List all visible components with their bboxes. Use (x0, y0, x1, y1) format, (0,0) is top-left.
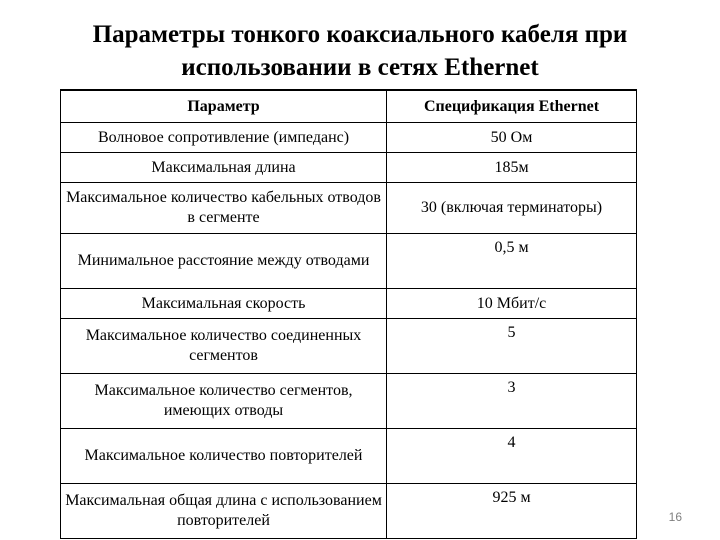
cell-parameter: Максимальное количество кабельных отводов в сегменте (61, 183, 387, 234)
cell-parameter: Максимальное количество сегментов, имеющих отводы (61, 374, 387, 429)
cell-spec: 0,5 м (387, 234, 637, 289)
table-row (61, 153, 637, 183)
table-row (61, 183, 637, 234)
table-row (61, 123, 637, 153)
cell-parameter: Волновое сопротивление (импеданс) (61, 123, 387, 153)
cell-spec: 3 (387, 374, 637, 429)
cell-spec: 4 (387, 429, 637, 484)
header-spec: Спецификация Ethernet (387, 90, 637, 123)
cell-spec: 185м (387, 153, 637, 183)
table-header-row (61, 90, 637, 123)
cell-spec: 5 (387, 319, 637, 374)
cell-parameter: Минимальное расстояние между отводами (61, 234, 387, 289)
table-row (61, 429, 637, 484)
cell-parameter: Максимальное количество повторителей (61, 429, 387, 484)
table-row (61, 484, 637, 539)
table-row (61, 289, 637, 319)
cell-spec: 10 Мбит/с (387, 289, 637, 319)
cell-parameter: Максимальная общая длина с использованием повторителей (61, 484, 387, 539)
cell-spec: 50 Ом (387, 123, 637, 153)
cell-spec: 30 (включая терминаторы) (387, 183, 637, 234)
slide-title: Параметры тонкого коаксиального кабеля при использовании в сетях Ethernet (92, 21, 628, 81)
table-row (61, 234, 637, 289)
cell-spec: 925 м (387, 484, 637, 539)
spec-table (60, 89, 637, 539)
header-parameter: Параметр (61, 90, 387, 123)
table-row (61, 319, 637, 374)
cell-parameter: Максимальная длина (61, 153, 387, 183)
table-row (61, 374, 637, 429)
page-number: 16 (668, 510, 682, 524)
cell-parameter: Максимальная скорость (61, 289, 387, 319)
cell-parameter: Максимальное количество соединенных сегментов (61, 319, 387, 374)
